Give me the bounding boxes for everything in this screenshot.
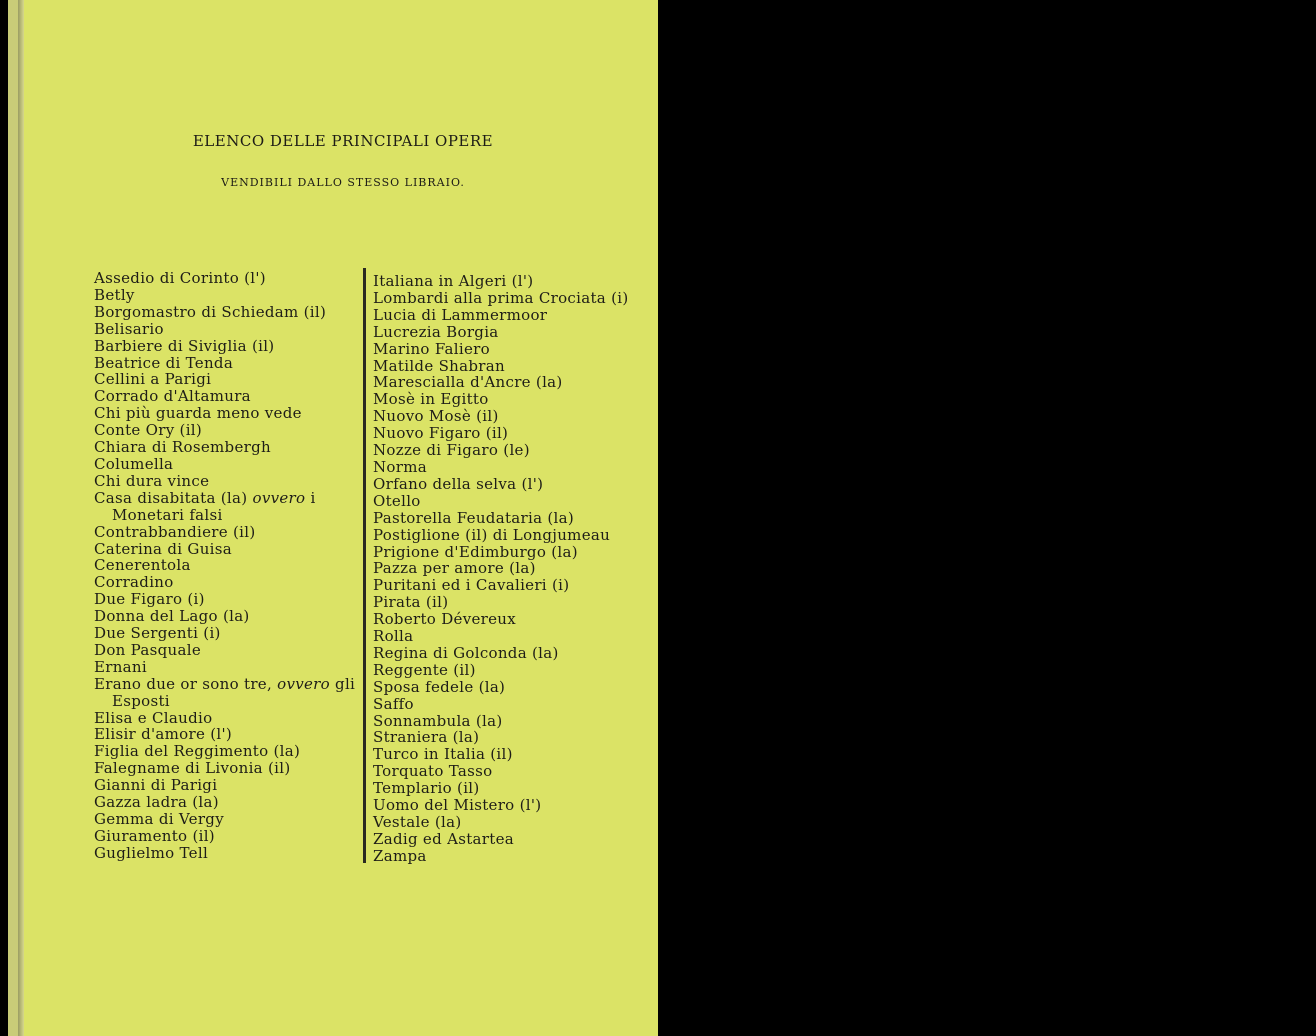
list-item: Matilde Shabran	[373, 356, 505, 375]
opera-list-right	[373, 273, 629, 865]
list-item: Italiana in Algeri (l')	[373, 272, 534, 290]
list-item: Nozze di Figaro (le)	[373, 441, 530, 460]
list-item: Pazza per amore (la)	[373, 559, 536, 578]
list-item-text: gli	[335, 674, 356, 693]
list-item: Norma	[373, 457, 427, 476]
list-item-multiline	[94, 490, 355, 524]
list-item: Sonnambula (la)	[373, 711, 503, 730]
list-item: Assedio di Corinto (l')	[94, 269, 266, 287]
list-item-italic: ovvero	[277, 674, 330, 693]
list-item: Sposa fedele (la)	[373, 677, 506, 696]
list-item: Marescialla d'Ancre (la)	[373, 373, 563, 392]
list-item: Regina di Golconda (la)	[373, 643, 559, 662]
list-item: Caterina di Guisa	[94, 539, 233, 558]
list-item: Corradino	[94, 573, 174, 592]
list-item: Otello	[373, 491, 421, 510]
list-item: Turco in Italia (il)	[373, 745, 513, 764]
list-item: Figlia del Reggimento (la)	[94, 742, 301, 761]
list-item: Chiara di Rosembergh	[94, 438, 271, 457]
list-item: Barbiere di Siviglia (il)	[94, 336, 275, 355]
list-item: Due Sergenti (i)	[94, 624, 221, 643]
list-item: Gemma di Vergy	[94, 810, 224, 828]
list-item: Guglielmo Tell	[94, 843, 209, 862]
opera-list-left	[94, 270, 355, 862]
list-item: Don Pasquale	[94, 640, 202, 659]
list-item: Elisa e Claudio	[94, 708, 213, 727]
list-item: Giuramento (il)	[94, 826, 215, 845]
list-item: Columella	[94, 454, 174, 473]
list-item: Donna del Lago (la)	[94, 607, 250, 626]
list-item: Saffo	[373, 694, 414, 713]
list-item: Gianni di Parigi	[94, 776, 218, 795]
list-item-text: i	[310, 488, 316, 507]
list-item: Elisir d'amore (l')	[94, 725, 233, 744]
list-item: Betly	[94, 285, 135, 304]
list-item: Zadig ed Astartea	[373, 829, 515, 848]
list-item: Lucrezia Borgia	[373, 322, 499, 341]
list-item: Pirata (il)	[373, 593, 449, 612]
list-item: Cenerentola	[94, 556, 191, 575]
list-item: Reggente (il)	[373, 660, 476, 679]
page-title: ELENCO DELLE PRINCIPALI OPERE	[192, 132, 494, 150]
list-item: Uomo del Mistero (l')	[373, 796, 542, 815]
list-item: Falegname di Livonia (il)	[94, 759, 291, 778]
list-item: Chi dura vince	[94, 471, 210, 490]
list-item: Borgomastro di Schiedam (il)	[94, 302, 327, 321]
list-item: Vestale (la)	[373, 813, 462, 831]
list-item: Nuovo Figaro (il)	[373, 424, 509, 443]
list-item: Chi più guarda meno vede	[94, 404, 302, 423]
list-item: Mosè in Egitto	[373, 390, 489, 409]
list-item: Marino Faliero	[373, 339, 490, 358]
list-item: Beatrice di Tenda	[94, 353, 234, 372]
list-item: Rolla	[373, 627, 414, 646]
list-item-continuation: Monetari falsi	[112, 505, 223, 524]
list-item: Gazza ladra (la)	[94, 793, 219, 812]
list-item: Torquato Tasso	[373, 762, 493, 781]
list-item-text: Casa disabitata (la)	[94, 488, 248, 507]
list-item: Orfano della selva (l')	[373, 474, 544, 493]
column-divider	[363, 268, 366, 863]
page-subtitle: VENDIBILI DALLO STESSO LIBRAIO.	[221, 176, 465, 189]
list-item-multiline	[94, 676, 355, 710]
list-item: Due Figaro (i)	[94, 590, 205, 609]
list-item-continuation: Esposti	[112, 691, 170, 710]
list-item: Nuovo Mosè (il)	[373, 407, 499, 426]
list-item: Templario (il)	[373, 779, 480, 798]
list-item: Prigione d'Edimburgo (la)	[373, 542, 578, 561]
list-item: Ernani	[94, 657, 147, 676]
list-item: Belisario	[94, 319, 164, 338]
list-item: Straniera (la)	[373, 728, 480, 747]
list-item: Corrado d'Altamura	[94, 387, 251, 406]
list-item: Lombardi alla prima Crociata (i)	[373, 288, 629, 307]
list-item: Postiglione (il) di Longjumeau	[373, 525, 611, 544]
page-edge	[18, 0, 24, 1036]
list-item: Lucia di Lammermoor	[373, 305, 548, 324]
list-item: Cellini a Parigi	[94, 370, 212, 389]
list-item: Conte Ory (il)	[94, 421, 203, 440]
list-item-italic: ovvero	[252, 488, 306, 507]
list-item: Contrabbandiere (il)	[94, 522, 256, 541]
list-item: Puritani ed i Cavalieri (i)	[373, 576, 570, 595]
list-item-text: Erano due or sono tre,	[94, 674, 273, 693]
list-item: Pastorella Feudataria (la)	[373, 508, 575, 527]
book-page	[8, 0, 658, 1036]
list-item: Roberto Dévereux	[373, 610, 517, 629]
list-item: Zampa	[373, 846, 427, 865]
